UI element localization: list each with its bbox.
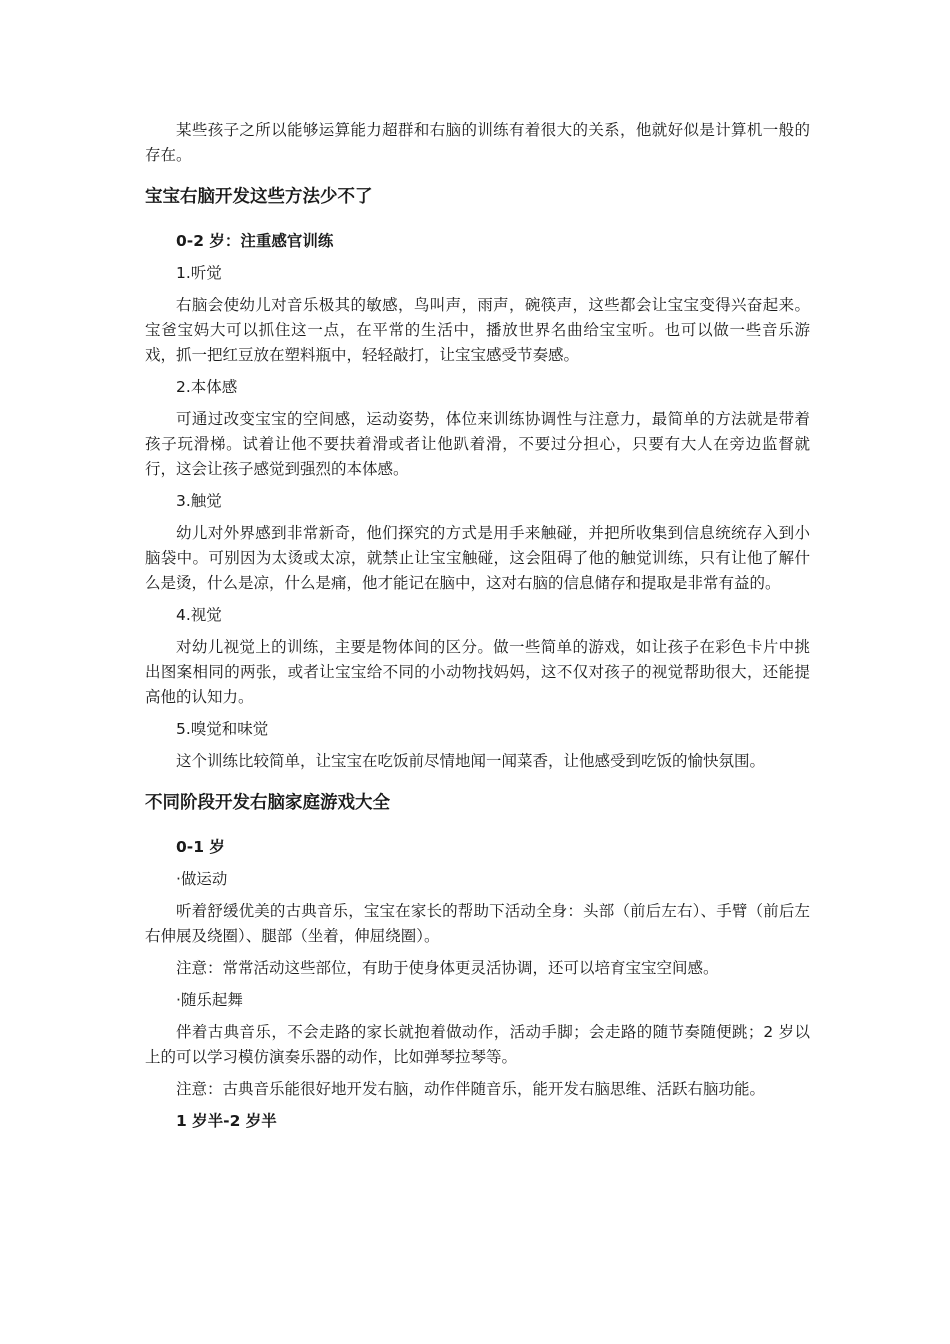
game-text: 伴着古典音乐，不会走路的家长就抱着做动作，活动手脚；会走路的随节奏随便跳；2 岁以上的可以学习模仿演奏乐器的动作，比如弹琴拉琴等。 bbox=[145, 1023, 810, 1066]
item-label: 4.视觉 bbox=[176, 606, 222, 624]
item-label: 3.触觉 bbox=[176, 492, 222, 510]
game-note: 注意：古典音乐能很好地开发右脑，动作伴随音乐，能开发右脑思维、活跃右脑功能。 bbox=[176, 1080, 766, 1098]
item-label: 2.本体感 bbox=[176, 378, 238, 396]
stage-heading-1half-2half: 1 岁半-2 岁半 bbox=[176, 1112, 277, 1130]
item-text: 这个训练比较简单，让宝宝在吃饭前尽情地闻一闻菜香，让他感受到吃饭的愉快氛围。 bbox=[176, 752, 766, 770]
intro-paragraph: 某些孩子之所以能够运算能力超群和右脑的训练有着很大的关系，他就好似是计算机一般的存在。 bbox=[145, 121, 810, 164]
section-title-games: 不同阶段开发右脑家庭游戏大全 bbox=[145, 793, 390, 813]
item-label: 1.听觉 bbox=[176, 264, 222, 282]
game-note: 注意：常常活动这些部位，有助于使身体更灵活协调，还可以培育宝宝空间感。 bbox=[176, 959, 719, 977]
item-text: 幼儿对外界感到非常新奇，他们探究的方式是用手来触碰，并把所收集到信息统统存入到小脑袋中。可别因为太烫或太凉，就禁止让宝宝触碰，这会阻碍了他的触觉训练，只有让他了解什么是烫，什么是凉，什么是痛，他才能记在脑中，这对右脑的信息储存和提取是非常有益的。 bbox=[145, 524, 810, 592]
document-page bbox=[145, 118, 810, 1141]
item-text: 对幼儿视觉上的训练，主要是物体间的区分。做一些简单的游戏，如让孩子在彩色卡片中挑出图案相同的两张，或者让宝宝给不同的小动物找妈妈，这不仅对孩子的视觉帮助很大，还能提高他的认知力。 bbox=[145, 638, 810, 706]
item-text: 右脑会使幼儿对音乐极其的敏感，鸟叫声，雨声，碗筷声，这些都会让宝宝变得兴奋起来。宝爸宝妈大可以抓住这一点，在平常的生活中，播放世界名曲给宝宝听。也可以做一些音乐游戏，抓一把红豆放在塑料瓶中，轻轻敲打，让宝宝感受节奏感。 bbox=[145, 296, 810, 364]
stage-heading-0-1: 0-1 岁 bbox=[176, 838, 225, 856]
item-text: 可通过改变宝宝的空间感，运动姿势，体位来训练协调性与注意力，最简单的方法就是带着孩子玩滑梯。试着让他不要扶着滑或者让他趴着滑，不要过分担心，只要有大人在旁边监督就行，这会让孩子感觉到强烈的本体感。 bbox=[145, 410, 810, 478]
item-label: 5.嗅觉和味觉 bbox=[176, 720, 269, 738]
game-text: 听着舒缓优美的古典音乐，宝宝在家长的帮助下活动全身：头部（前后左右）、手臂（前后左右伸展及绕圈）、腿部（坐着，伸屈绕圈）。 bbox=[145, 902, 810, 945]
game-label: ·做运动 bbox=[176, 870, 228, 888]
game-label: ·随乐起舞 bbox=[176, 991, 243, 1009]
stage-heading-0-2: 0-2 岁：注重感官训练 bbox=[176, 232, 334, 250]
section-title-methods: 宝宝右脑开发这些方法少不了 bbox=[145, 187, 373, 207]
